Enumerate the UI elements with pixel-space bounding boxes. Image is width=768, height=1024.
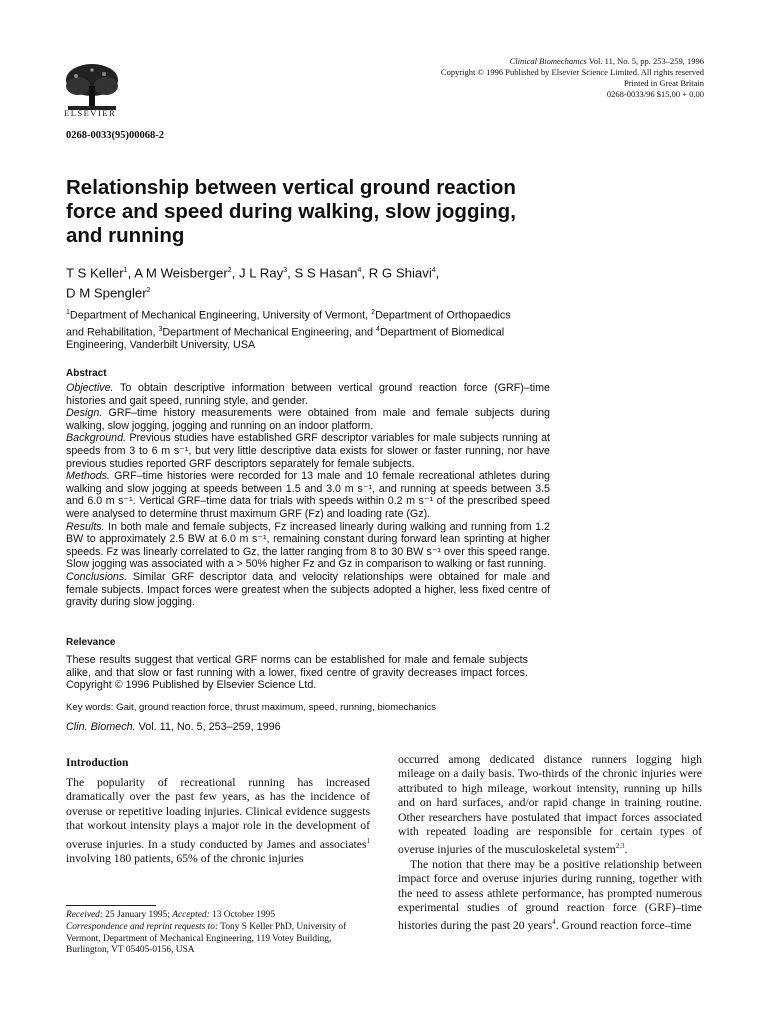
received-date: 25 January 1995;	[102, 910, 173, 920]
affiliation-number: 2	[371, 309, 376, 316]
abstract-results	[66, 521, 550, 571]
author: T S Keller	[66, 265, 124, 281]
affiliation-number: 3	[158, 325, 163, 333]
body-column-left	[66, 776, 370, 866]
abstract-heading: Abstract	[66, 368, 107, 379]
body-paragraph	[398, 858, 702, 934]
author: D M Spengler	[66, 285, 147, 301]
methods-text: GRF–time histories were recorded for 13 male and 10 female recreational athletes during walking and slow jogging at speeds between 1.5 and 3.0 m s⁻¹, and running at speeds between 3.5 and 6.0 m s⁻¹. Vertical GRF–time data for trials with speeds within 0.2 m s⁻¹ of the prescribed speed were analysed to determine thrust maximum GRF (Fz) and loading rate (Gz).	[66, 470, 550, 520]
reference-mark: 1	[366, 836, 370, 845]
correspondence	[66, 922, 374, 957]
affiliations	[66, 306, 526, 352]
paragraph-text: The popularity of recreational running has increased dramatically over the past few years, as has the incidence of overuse or repetitive loading injuries. Clinical evidence suggests that workout intensity plays a major role in the development of overuse injuries. In a study conducted by James and associates	[66, 776, 370, 851]
background-text: Previous studies have established GRF descriptor variables for male subjects running at speeds from 3 to 6 m s⁻¹, but very little descriptive data exists for slower or faster running, nor have previous studies reported GRF descriptors separately for female subjects.	[66, 432, 550, 470]
author-affiliation-mark: 3	[283, 267, 288, 274]
affiliation-text: Department of Mechanical Engineering, University of Vermont,	[69, 309, 372, 322]
results-label: Results.	[66, 520, 105, 533]
design-label: Design.	[66, 407, 103, 420]
abstract-conclusions	[66, 571, 550, 609]
affiliation-number: 1	[66, 309, 70, 316]
printed-line: Printed in Great Britain	[623, 78, 704, 88]
relevance-text: These results suggest that vertical GRF norms can be established for male and female subjects alike, and that slow or fast running with a lower, fixed centre of gravity decreases impact forces. Copyright © 1996 Published by Elsevier Science Ltd.	[66, 654, 528, 692]
paragraph-text: The notion that there may be a positive relationship between impact force and overuse injuries during running, together with the need to assess athlete performance, has prompted numerous experimental studies of ground reaction force (GRF)–time histories during the past 20 years	[398, 857, 702, 933]
doi: 0268-0033(95)00068-2	[66, 130, 164, 141]
received-accepted	[66, 910, 374, 922]
author-affiliation-mark: 2	[146, 287, 151, 295]
affiliation-text: Department of Orthopaedics and Rehabilitation,	[66, 309, 511, 339]
journal-volume: Vol. 11, No. 5, pp. 253–259, 1996	[588, 56, 704, 66]
author-affiliation-mark: 4	[357, 267, 362, 274]
correspondence-text: Tony S Keller PhD, University of Vermont, Department of Mechanical Engineering, 119 Votey Building, Burlington, VT 05405-0156, USA	[66, 921, 347, 956]
paragraph-text: involving 180 patients, 65% of the chronic injuries	[66, 851, 304, 865]
background-label: Background.	[66, 432, 127, 445]
received-label: Received:	[66, 910, 103, 920]
citation	[66, 721, 281, 733]
author: A M Weisberger	[134, 265, 228, 281]
affiliation-number: 4	[376, 325, 380, 333]
paragraph-text: occurred among dedicated distance runners logging high mileage on a daily basis. Two-thirds of the chronic injuries were attributed to high mileage, workout intensity, running up hills and on hard surfaces, and/or rapid change in training routine. Other researchers have postulated that impact forces associated with repeated loading are responsible for certain types of overuse injuries of the musculoskeletal system	[398, 753, 702, 857]
methods-label: Methods.	[66, 470, 110, 483]
copyright-line: Copyright © 1996 Published by Elsevier Science Limited. All rights reserved	[440, 67, 704, 77]
citation-journal: Clin. Biomech.	[66, 721, 136, 733]
objective-text: To obtain descriptive information between vertical ground reaction force (GRF)–time histories and gait speed, running style, and gender.	[66, 382, 550, 407]
author-affiliation-mark: 2	[227, 267, 232, 274]
journal-info	[384, 56, 704, 100]
paragraph-text: . Ground reaction force–time	[555, 919, 692, 933]
affiliation-text: Department of Biomedical Engineering, Vanderbilt University, USA	[66, 326, 505, 352]
body-paragraph	[398, 753, 702, 858]
conclusions-label: Conclusions.	[66, 570, 128, 583]
journal-name: Clinical Biomechanics	[509, 56, 587, 66]
article-title: Relationship between vertical ground reaction force and speed during walking, slow jogging, and running	[66, 176, 516, 247]
author: R G Shiavi	[368, 265, 432, 281]
introduction-heading: Introduction	[66, 757, 129, 769]
publisher-name: ELSEVIER	[64, 108, 117, 118]
author: S S Hasan	[294, 265, 358, 281]
paragraph-text: .	[624, 843, 628, 857]
objective-label: Objective.	[66, 382, 114, 394]
author-affiliation-mark: 4	[431, 267, 436, 274]
body-column-right	[398, 753, 702, 934]
abstract-objective	[66, 382, 550, 407]
abstract-methods	[66, 470, 550, 520]
author-affiliation-mark: 1	[123, 267, 128, 274]
relevance-heading: Relevance	[66, 637, 116, 648]
accepted-date: 13 October 1995	[209, 910, 276, 920]
issn-price: 0268-0033/96 $15.00 + 0.00	[606, 89, 704, 99]
body-paragraph	[66, 776, 370, 866]
results-text: In both male and female subjects, Fz increased linearly during walking and running from 1.2 BW to approximately 2.5 BW at 6.0 m s⁻¹, remaining constant during forward lean sprinting at higher speeds. Fz was linearly correlated to Gz, the latter ranging from 8 to 30 BW s⁻¹ over this speed range. Slow jogging was associated with a > 50% higher Fz and Gz in comparison to walking or fast running.	[66, 520, 550, 571]
abstract-body	[66, 382, 550, 609]
reference-mark: 4	[552, 918, 556, 927]
author-list: T S Keller$^1$, A M Weisberger$^2$, J L Ray$^3$, S S Hasan$^4$, R G Shiavi$^4$, D M Spengler$^2$	[66, 265, 440, 301]
correspondence-label: Correspondence and reprint requests to:	[66, 921, 219, 932]
accepted-label: Accepted:	[172, 910, 210, 920]
reference-mark: 2,3	[615, 842, 625, 851]
footnote	[66, 910, 374, 957]
affiliation-text: Department of Mechanical Engineering, and	[162, 326, 377, 339]
design-text: GRF–time history measurements were obtained from male and female subjects during walking, slow jogging, jogging and running on an indoor platform.	[66, 407, 550, 432]
conclusions-text: Similar GRF descriptor data and velocity relationships were obtained for male and female subjects. Impact forces were greatest when the subjects adopted a higher, less fixed centre of gravity during slow jogging.	[66, 570, 550, 609]
abstract-background	[66, 432, 550, 470]
abstract-design	[66, 407, 550, 432]
keywords: Key words: Gait, ground reaction force, thrust maximum, speed, running, biomechanics	[66, 702, 437, 713]
citation-details: Vol. 11, No. 5, 253–259, 1996	[135, 721, 281, 733]
footnote-rule	[66, 905, 156, 906]
author: J L Ray	[239, 265, 284, 281]
